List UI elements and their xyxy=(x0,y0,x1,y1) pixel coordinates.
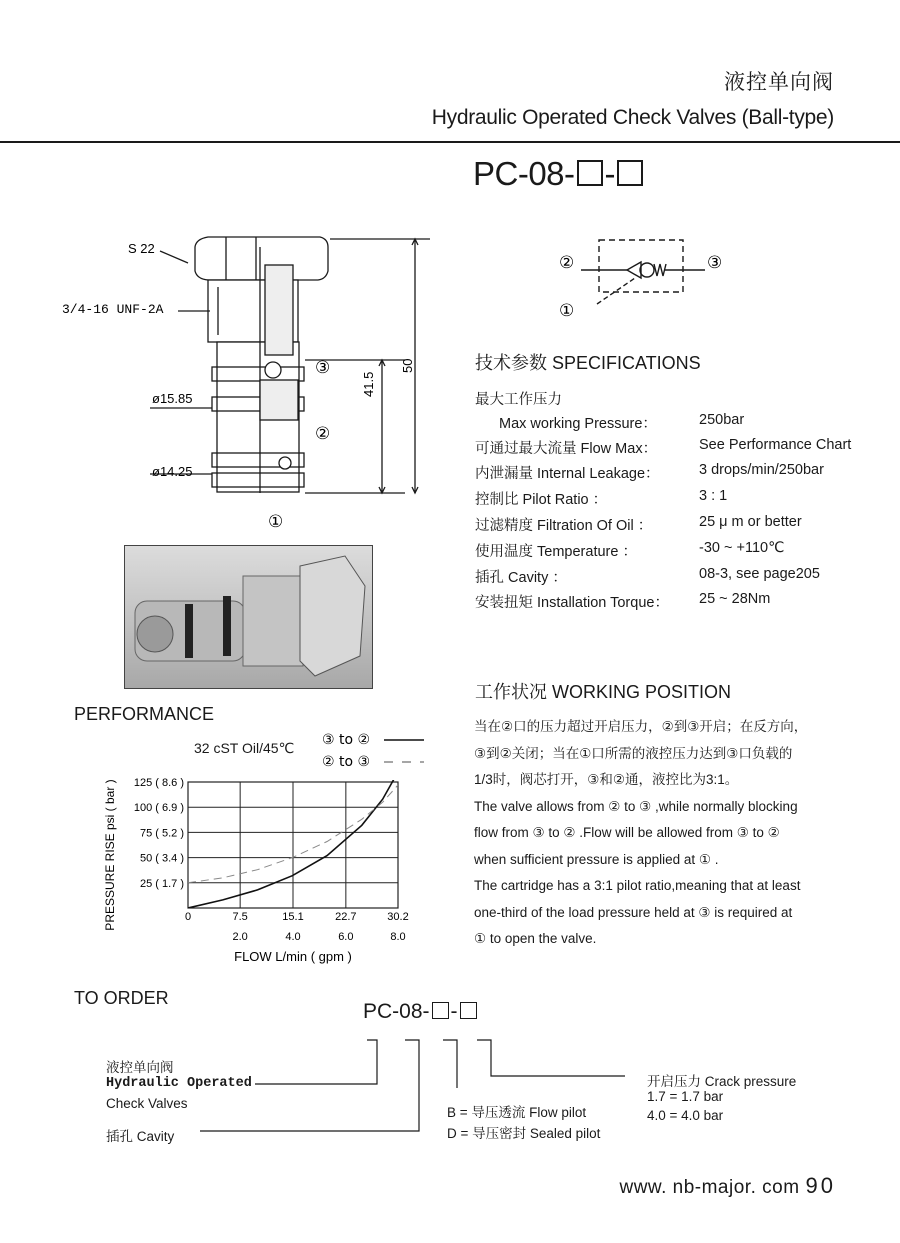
order-title: TO ORDER xyxy=(74,988,169,1008)
order-item1-cn: 液控单向阀 xyxy=(106,1060,174,1075)
y-tick-label: 50 ( 3.4 ) xyxy=(139,852,184,865)
working-text xyxy=(474,714,808,953)
x-tick-label-secondary: 4.0 xyxy=(285,931,301,943)
model-prefix: PC-08- xyxy=(473,155,575,192)
footer xyxy=(619,1173,836,1199)
drawing-port-3: ③ xyxy=(315,358,331,378)
working-en-line: The valve allows from ② to ③ ,while normally blocking xyxy=(474,798,798,814)
product-photo xyxy=(124,545,373,689)
model-box-1 xyxy=(577,160,603,186)
x-tick-label-secondary: 6.0 xyxy=(338,931,354,943)
x-tick-label: 0 xyxy=(184,911,192,923)
thread-label: 3/4-16 UNF-2A xyxy=(62,302,164,317)
drawing-port-2: ② xyxy=(315,424,331,444)
drawing-port-1: ① xyxy=(268,512,284,532)
order-pilot-b: B = 导压透流 Flow pilot xyxy=(447,1105,587,1120)
model-box-2 xyxy=(617,160,643,186)
working-en-line: The cartridge has a 3:1 pilot ratio,meaning that at least xyxy=(474,878,801,893)
spec-label: 使用温度 Temperature ： xyxy=(475,544,637,560)
spec-value: -30 ~ +110℃ xyxy=(699,540,785,556)
order-code-sep: - xyxy=(450,1000,458,1023)
spec-label: 内泄漏量 Internal Leakage： xyxy=(475,466,660,482)
order-crack-2: 4.0 = 4.0 bar xyxy=(647,1108,724,1123)
x-axis-label: FLOW L/min ( gpm ) xyxy=(234,949,352,964)
order-item1-en1: Hydraulic Operated xyxy=(106,1076,252,1091)
y-tick-label: 125 ( 8.6 ) xyxy=(133,777,184,789)
diameter-1-label: ø15.85 xyxy=(152,391,193,406)
spec-value: 25 μ m or better xyxy=(699,514,802,530)
spec-value: 3 drops/min/250bar xyxy=(699,462,824,478)
working-en-line: one-third of the load pressure held at ③ is required at xyxy=(474,904,793,920)
order-box-1 xyxy=(432,1002,449,1019)
spec-label: 安装扭矩 Installation Torque： xyxy=(475,595,669,611)
order-leader-lines xyxy=(195,1036,635,1136)
model-code xyxy=(473,155,645,193)
model-sep: - xyxy=(604,155,616,192)
order-cavity: 插孔 Cavity xyxy=(106,1129,175,1144)
specs-table xyxy=(475,388,885,628)
dim-41-5-label: 41.5 xyxy=(361,371,376,397)
working-cn-line: ③到②关闭；当在①口所需的液控压力达到③口负载的 xyxy=(474,745,793,761)
spec-label: 可通过最大流量 Flow Max： xyxy=(475,441,658,457)
order-pilot-d: D = 导压密封 Sealed pilot xyxy=(447,1126,601,1141)
x-tick-label-secondary: 8.0 xyxy=(390,931,406,943)
symbol-port-3: ③ xyxy=(707,253,723,273)
symbol-port-2: ② xyxy=(559,253,575,273)
spec-label: Max working Pressure： xyxy=(499,416,657,432)
working-en-line: when sufficient pressure is applied at ① . xyxy=(474,851,719,867)
header-title-en: Hydraulic Operated Check Valves (Ball-type) xyxy=(431,106,834,129)
order-item1-en2: Check Valves xyxy=(106,1096,188,1111)
spec-value: 3 : 1 xyxy=(699,488,728,504)
working-en-line: flow from ③ to ② .Flow will be allowed from ③ to ② xyxy=(474,825,780,840)
legend-label: ② to ③ xyxy=(322,754,371,770)
symbol-port-1: ① xyxy=(559,301,575,321)
hex-size-label: S 22 xyxy=(128,241,155,256)
working-en-line: ① to open the valve. xyxy=(474,931,597,946)
cartridge-drawing xyxy=(60,225,450,535)
x-tick-label: 30.2 xyxy=(387,911,409,923)
oil-note: 32 cST Oil/45℃ xyxy=(194,740,295,756)
spec-label: 过滤精度 Filtration Of Oil ： xyxy=(475,518,653,534)
spec-value: 250bar xyxy=(699,412,745,428)
x-tick-label: 7.5 xyxy=(232,911,248,923)
working-cn-line: 当在②口的压力超过开启压力，②到③开启；在反方向， xyxy=(474,719,808,734)
order-code xyxy=(363,1000,479,1024)
spec-value: 08-3, see page205 xyxy=(699,566,820,582)
order-crack-title: 开启压力 Crack pressure xyxy=(647,1074,797,1089)
x-tick-label: 22.7 xyxy=(335,911,357,923)
legend-label: ③ to ② xyxy=(322,732,371,748)
x-tick-label-secondary: 2.0 xyxy=(232,931,248,943)
dim-50-label: 50 xyxy=(400,358,415,373)
performance-chart xyxy=(100,728,440,973)
spec-value: See Performance Chart xyxy=(699,437,852,453)
y-tick-label: 75 ( 5.2 ) xyxy=(139,827,184,840)
spec-label: 控制比 Pilot Ratio ： xyxy=(475,492,608,508)
footer-url[interactable]: www. nb-major. com xyxy=(619,1177,800,1198)
page-number: 90 xyxy=(805,1173,836,1198)
y-axis-label: PRESSURE RISE psi ( bar ) xyxy=(103,779,117,931)
specs-title: 技术参数 SPECIFICATIONS xyxy=(475,353,701,373)
y-tick-label: 25 ( 1.7 ) xyxy=(139,877,184,890)
x-tick-label: 15.1 xyxy=(282,911,304,923)
performance-title: PERFORMANCE xyxy=(74,704,215,724)
hydraulic-symbol xyxy=(555,232,730,324)
spec-label: 插孔 Cavity ： xyxy=(475,570,567,586)
order-crack-1: 1.7 = 1.7 bar xyxy=(647,1089,724,1104)
spec-value: 25 ~ 28Nm xyxy=(699,591,771,607)
header-divider xyxy=(0,141,900,143)
order-code-prefix: PC-08- xyxy=(363,1000,430,1023)
order-box-2 xyxy=(460,1002,477,1019)
header-title-cn: 液控单向阀 xyxy=(724,71,834,94)
working-title: 工作状况 WORKING POSITION xyxy=(475,682,732,702)
working-cn-line: 1/3时，阀芯打开，③和②通，液控比为3:1。 xyxy=(474,772,739,787)
spec-label: 最大工作压力 xyxy=(475,392,562,408)
diameter-2-label: ø14.25 xyxy=(152,464,193,479)
y-tick-label: 100 ( 6.9 ) xyxy=(133,802,184,815)
